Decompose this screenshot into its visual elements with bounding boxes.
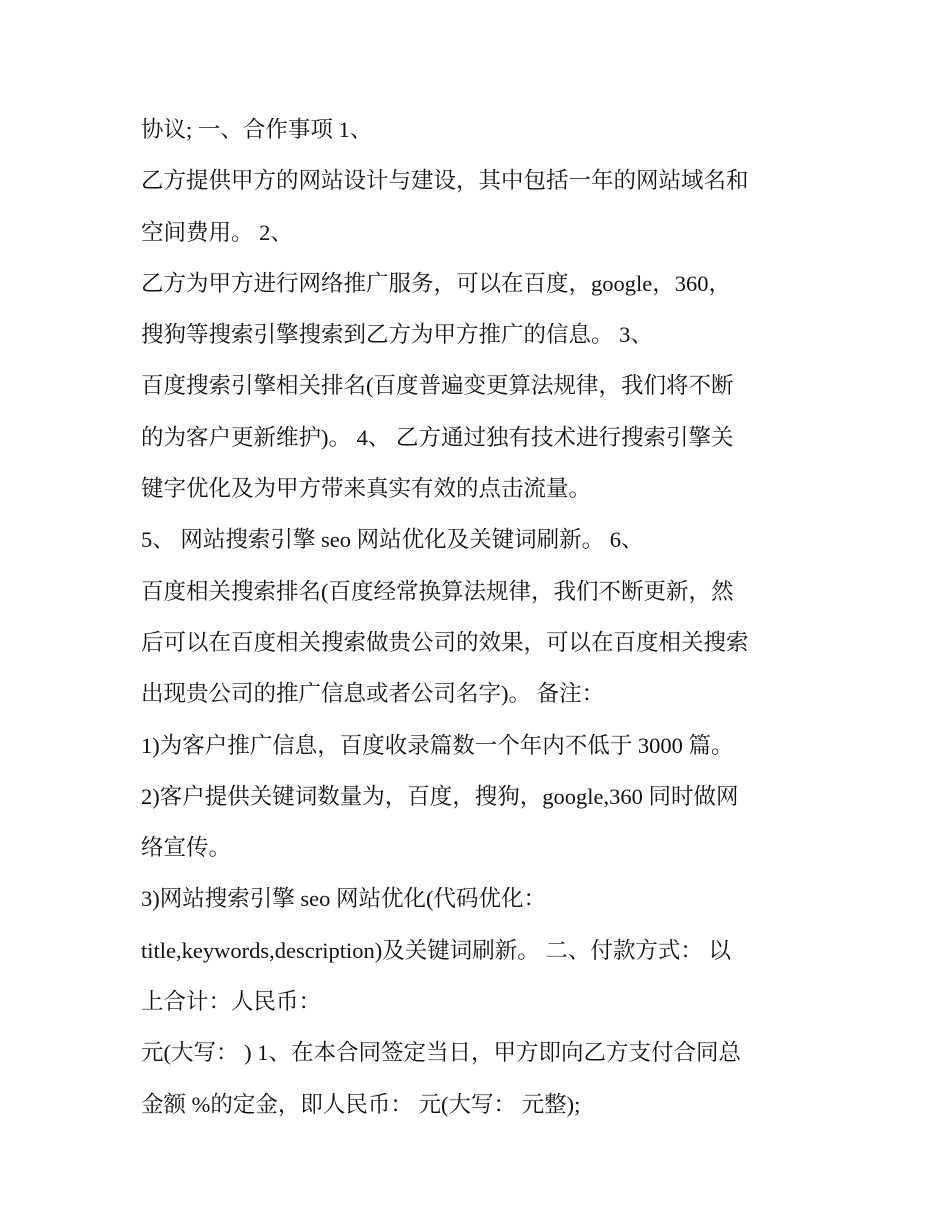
text-line: 金额 %的定金，即人民币： 元(大写： 元整); — [141, 1091, 581, 1117]
text-line: title,keywords,description)及关键词刷新。 二、付款方式： 以 — [141, 937, 731, 963]
text-line: 键字优化及为甲方带来真实有效的点击流量。 — [141, 476, 592, 502]
text-line: 3)网站搜索引擎 seo 网站优化(代码优化： — [141, 886, 546, 912]
text-line: 5、 网站搜索引擎 seo 网站优化及关键词刷新。 6、 — [141, 527, 644, 553]
text-line: 2)客户提供关键词数量为，百度，搜狗，google,360 同时做网 — [141, 783, 739, 809]
text-line: 1)为客户推广信息，百度收录篇数一个年内不低于 3000 篇。 — [141, 732, 734, 758]
text-line: 上合计：人民币： — [141, 989, 322, 1015]
text-line: 后可以在百度相关搜索做贵公司的效果，可以在百度相关搜索 — [141, 629, 749, 655]
text-line: 百度搜索引擎相关排名(百度普遍变更算法规律，我们将不断 — [141, 373, 734, 399]
contract-text — [141, 104, 841, 1130]
text-line: 空间费用。 2、 — [141, 219, 293, 245]
text-line: 协议; 一、合作事项 1、 — [141, 117, 373, 142]
text-line: 乙方提供甲方的网站设计与建设，其中包括一年的网站域名和 — [141, 168, 749, 194]
text-line: 百度相关搜索排名(百度经常换算法规律，我们不断更新，然 — [141, 578, 734, 604]
text-line: 搜狗等搜索引擎搜索到乙方为甲方推广的信息。 3、 — [141, 322, 653, 348]
text-line: 乙方为甲方进行网络推广服务，可以在百度，google，360， — [141, 270, 731, 296]
text-line: 的为客户更新维护)。 4、 乙方通过独有技术进行搜索引擎关 — [141, 424, 734, 450]
text-line: 出现贵公司的推广信息或者公司名字)。 备注： — [141, 681, 605, 707]
text-line: 络宣传。 — [141, 835, 232, 861]
text-line: 元(大写： ) 1、在本合同签定当日，甲方即向乙方支付合同总 — [141, 1040, 741, 1066]
